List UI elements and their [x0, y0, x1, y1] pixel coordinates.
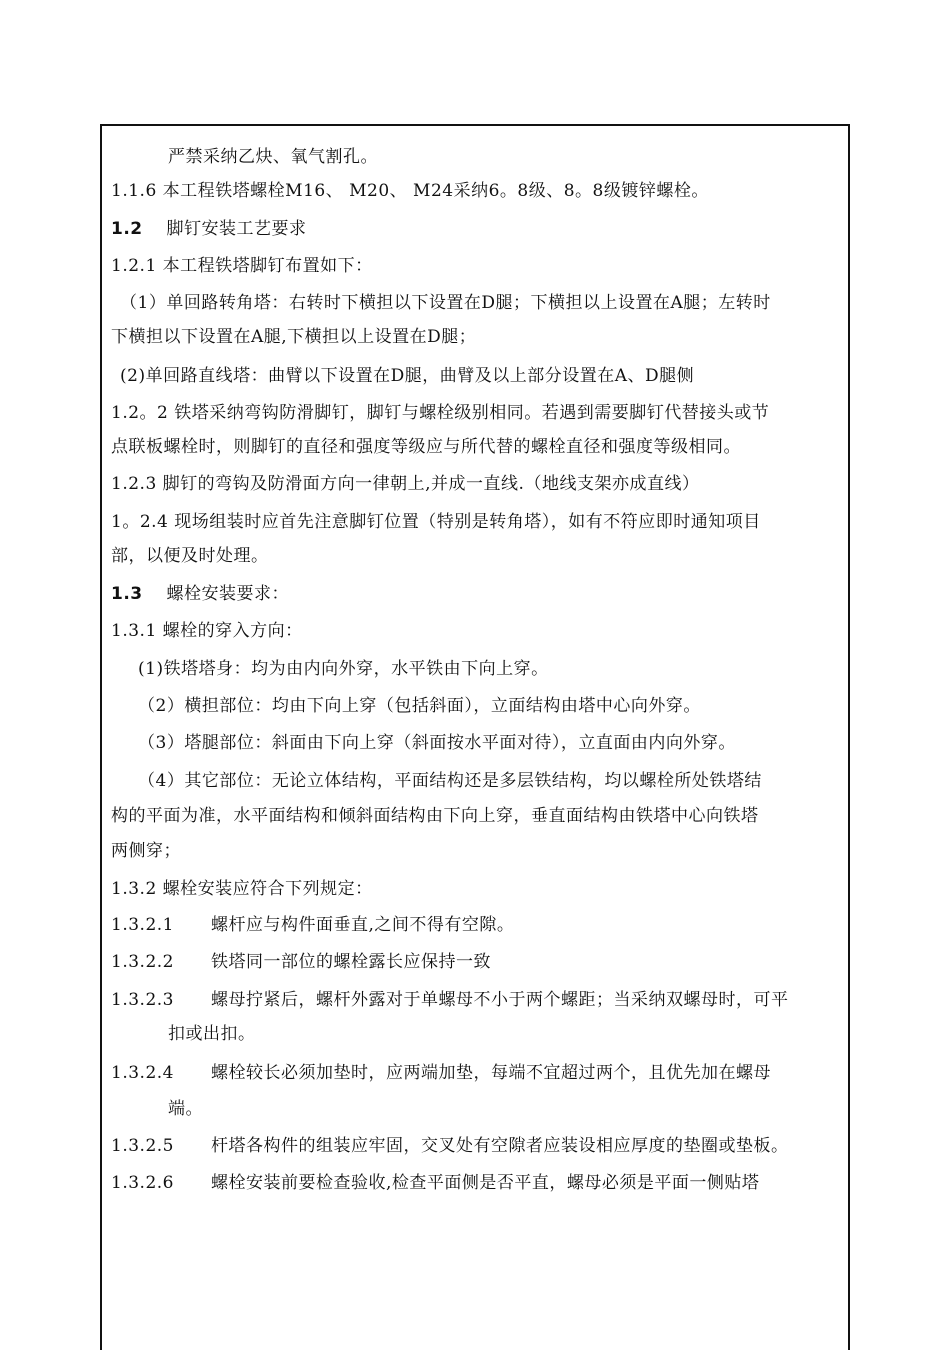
- document-table-frame: [100, 124, 850, 1350]
- section-number: 1.2: [111, 219, 143, 239]
- text-line: 部，以便及时处理。: [111, 546, 269, 566]
- text-line: （4）其它部位：无论立体结构，平面结构还是多层铁结构，均以螺栓所处铁塔结: [138, 771, 762, 791]
- text-line: 1.2。2 铁塔采纳弯钩防滑脚钉，脚钉与螺栓级别相同。若遇到需要脚钉代替接头或节: [111, 403, 770, 423]
- list-item: [111, 1063, 771, 1083]
- section-heading-1-2: [111, 219, 307, 239]
- text-line: （1）单回路转角塔：右转时下横担以下设置在D腿；下横担以上设置在A腿；左转时: [120, 293, 771, 313]
- item-text: 铁塔同一部位的螺栓露长应保持一致: [211, 952, 491, 972]
- list-item: [111, 952, 491, 972]
- list-item: [111, 990, 789, 1010]
- list-item: [111, 1173, 759, 1193]
- item-text: 螺栓较长必须加垫时，应两端加垫，每端不宜超过两个，且优先加在螺母: [211, 1063, 771, 1083]
- list-item: [111, 1136, 789, 1156]
- text-line: 端。: [168, 1099, 203, 1119]
- item-text: 螺栓安装前要检查验收,检查平面侧是否平直，螺母必须是平面一侧贴塔: [211, 1173, 760, 1193]
- text-line: 点联板螺栓时，则脚钉的直径和强度等级应与所代替的螺栓直径和强度等级相同。: [111, 437, 741, 457]
- section-title: 螺栓安装要求：: [166, 584, 290, 604]
- text-line: 1。2.4 现场组装时应首先注意脚钉位置（特别是转角塔），如有不符应即时通知项目: [111, 512, 761, 532]
- text-line: 扣或出扣。: [168, 1024, 256, 1044]
- text-line: 1.2.3 脚钉的弯钩及防滑面方向一律朝上,并成一直线.（地线支架亦成直线）: [111, 474, 700, 494]
- item-number: 1.3.2.1: [111, 915, 174, 935]
- item-number: 1.3.2.2: [111, 952, 174, 972]
- text-line: 构的平面为准，水平面结构和倾斜面结构由下向上穿，垂直面结构由铁塔中心向铁塔: [111, 806, 759, 826]
- text-line: 下横担以下设置在A腿,下横担以上设置在D腿；: [111, 327, 477, 347]
- text-line: 1.3.1 螺栓的穿入方向：: [111, 621, 303, 641]
- text-line: (1)铁塔塔身：均为由内向外穿，水平铁由下向上穿。: [138, 659, 549, 679]
- text-line: 1.2.1 本工程铁塔脚钉布置如下：: [111, 256, 373, 276]
- text-line: (2)单回路直线塔：曲臂以下设置在D腿，曲臂及以上部分设置在A、D腿侧: [120, 366, 695, 386]
- text-line: 1.3.2 螺栓安装应符合下列规定：: [111, 879, 373, 899]
- item-text: 螺杆应与构件面垂直,之间不得有空隙。: [211, 915, 515, 935]
- section-number: 1.3: [111, 584, 143, 604]
- section-heading-1-3: [111, 584, 289, 604]
- section-title: 脚钉安装工艺要求: [166, 219, 307, 239]
- text-line: 严禁采纳乙炔、氧气割孔。: [168, 147, 378, 167]
- text-line: （3）塔腿部位：斜面由下向上穿（斜面按水平面对待），立直面由内向外穿。: [138, 733, 736, 753]
- item-number: 1.3.2.3: [111, 990, 174, 1010]
- list-item: [111, 915, 514, 935]
- item-number: 1.3.2.4: [111, 1063, 174, 1083]
- item-text: 杆塔各构件的组装应牢固，交叉处有空隙者应装设相应厚度的垫圈或垫板。: [211, 1136, 789, 1156]
- text-line: 1.1.6 本工程铁塔螺栓M16、 M20、 M24采纳6。8级、8。8级镀锌螺栓。: [111, 181, 709, 201]
- item-number: 1.3.2.6: [111, 1173, 174, 1193]
- item-number: 1.3.2.5: [111, 1136, 174, 1156]
- text-line: 两侧穿；: [111, 841, 181, 861]
- item-text: 螺母拧紧后，螺杆外露对于单螺母不小于两个螺距；当采纳双螺母时，可平: [211, 990, 789, 1010]
- text-line: （2）横担部位：均由下向上穿（包括斜面），立面结构由塔中心向外穿。: [138, 696, 701, 716]
